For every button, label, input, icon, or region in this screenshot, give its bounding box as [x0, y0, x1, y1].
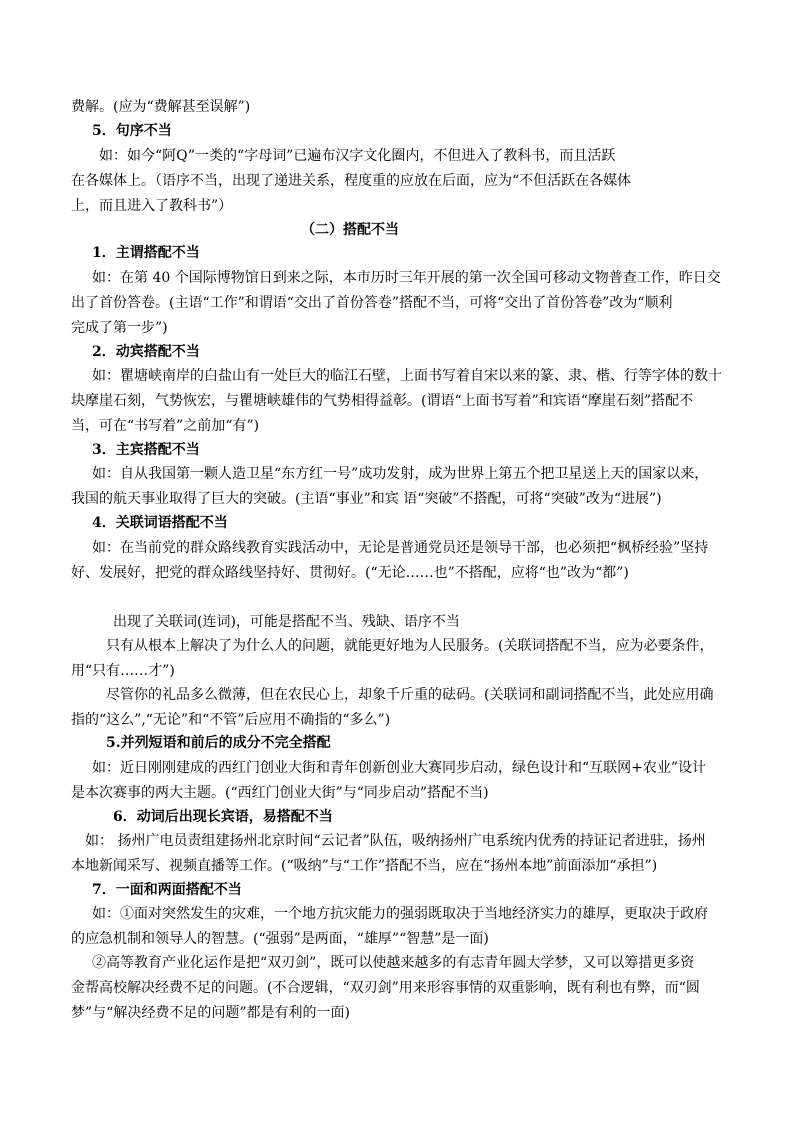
section-heading: 7．一面和两面搭配不当 — [92, 882, 242, 898]
text-line: 只有从根本上解决了为什么人的问题，就能更好地为人民服务。(关联词搭配不当，应为必要条件， — [106, 638, 714, 654]
text-line: 费解。(应为“费解甚至误解”) — [71, 99, 251, 115]
text-line: 用“只有……才”) — [71, 663, 175, 679]
text-line: 块摩崖石刻，气势恢宏，与瞿塘峡雄伟的气势相得益彰。(谓语“上面书写着”和宾语“摩崖石刻”搭配不 — [71, 393, 694, 409]
text-line: 上，而且进入了教科书”） — [71, 198, 233, 214]
section-heading: 5.并列短语和前后的成分不完全搭配 — [106, 735, 331, 751]
text-line: 出了首份答卷。(主语“工作”和谓语“交出了首份答卷”搭配不当，可将“交出了首份答卷”改为“顺利 — [71, 295, 673, 311]
text-line: 是本次赛事的两大主题。(“西红门创业大街”与“同步启动”搭配不当) — [71, 785, 489, 801]
text-line: 指的“这么”,“无论”和“不管”后应用不确指的“多么”) — [71, 712, 391, 728]
text-line: 如：瞿塘峡南岸的白盐山有一处巨大的临江石壁，上面书写着自宋以来的篆、隶、楷、行等字体的数十 — [92, 368, 722, 384]
text-line: 好、发展好，把党的群众路线坚持好、贯彻好。(“无论……也”不搭配，应将“也”改为“都”) — [71, 565, 629, 581]
section-title: （二）搭配不当 — [301, 222, 399, 238]
text-line: 完成了第一步”) — [71, 320, 168, 336]
text-line: 如：在当前党的群众路线教育实践活动中，无论是普通党员还是领导干部，也必须把“枫桥经验”坚持 — [92, 540, 709, 556]
section-heading: 3．主宾搭配不当 — [92, 442, 200, 458]
section-heading: 1．主谓搭配不当 — [92, 245, 200, 261]
text-line: 如：在第 40 个国际博物馆日到来之际，本市历时三年开展的第一次全国可移动文物普查工作，昨日交 — [92, 270, 721, 286]
text-line: 如：自从我国第一颗人造卫星“东方红一号”成功发射，成为世界上第五个把卫星送上天的国家以来， — [92, 466, 709, 482]
text-line: 金帮高校解决经费不足的问题。(不合逻辑，“双刃剑”用来形容事情的双重影响，既有利也有弊，而“圆 — [71, 980, 700, 996]
section-heading: 4．关联词语搭配不当 — [92, 515, 228, 531]
text-line: 在各媒体上。（语序不当，出现了递进关系，程度重的应放在后面，应为“不但活跃在各媒体 — [71, 173, 632, 189]
text-line: 如：近日刚刚建成的西红门创业大街和青年创新创业大赛同步启动，绿色设计和“互联网+农业”设计 — [92, 760, 707, 776]
text-line: 我国的航天事业取得了巨大的突破。(主语“事业”和宾 语“突破”不搭配，可将“突破”改为“进展”) — [71, 491, 662, 507]
text-line: 出现了关联词(连词)，可能是搭配不当、残缺、语序不当 — [113, 614, 460, 630]
section-heading: 5．句序不当 — [92, 123, 172, 139]
text-line: 如：如今“阿Q”一类的“字母词”已遍布汉字文化圈内，不但进入了教科书，而且活跃 — [99, 148, 616, 164]
text-line: 如： 扬州广电员责组建扬州北京时间“云记者”队伍，吸纳扬州广电系统内优秀的持证记者进驻，扬州 — [85, 833, 706, 849]
text-line: 当，可在“书写着”之前加“有”) — [71, 418, 260, 434]
section-heading: 2．动宾搭配不当 — [92, 344, 200, 360]
text-line: 梦”与“解决经费不足的问题”都是有利的一面) — [71, 1005, 350, 1021]
text-line: 尽管你的礼品多么微薄，但在农民心上，却象千斤重的砝码。(关联词和副词搭配不当，此处应用确 — [106, 687, 714, 703]
text-line: 的应急机制和领导人的智慧。(“强弱”是两面，“雄厚”“智慧”是一面) — [71, 931, 489, 947]
section-heading: 6．动词后出现长宾语，易搭配不当 — [113, 809, 333, 825]
text-line: 如：①面对突然发生的灾难，一个地方抗灾能力的强弱既取决于当地经济实力的雄厚，更取决于政府 — [92, 906, 708, 922]
text-line: ②高等教育产业化运作是把“双刃剑”，既可以使越来越多的有志青年圆大学梦，又可以筹措更多资 — [92, 955, 695, 971]
text-line: 本地新闻采写、视频直播等工作。(“吸纳”与“工作”搭配不当，应在“扬州本地”前面添加“承担”) — [71, 858, 658, 874]
